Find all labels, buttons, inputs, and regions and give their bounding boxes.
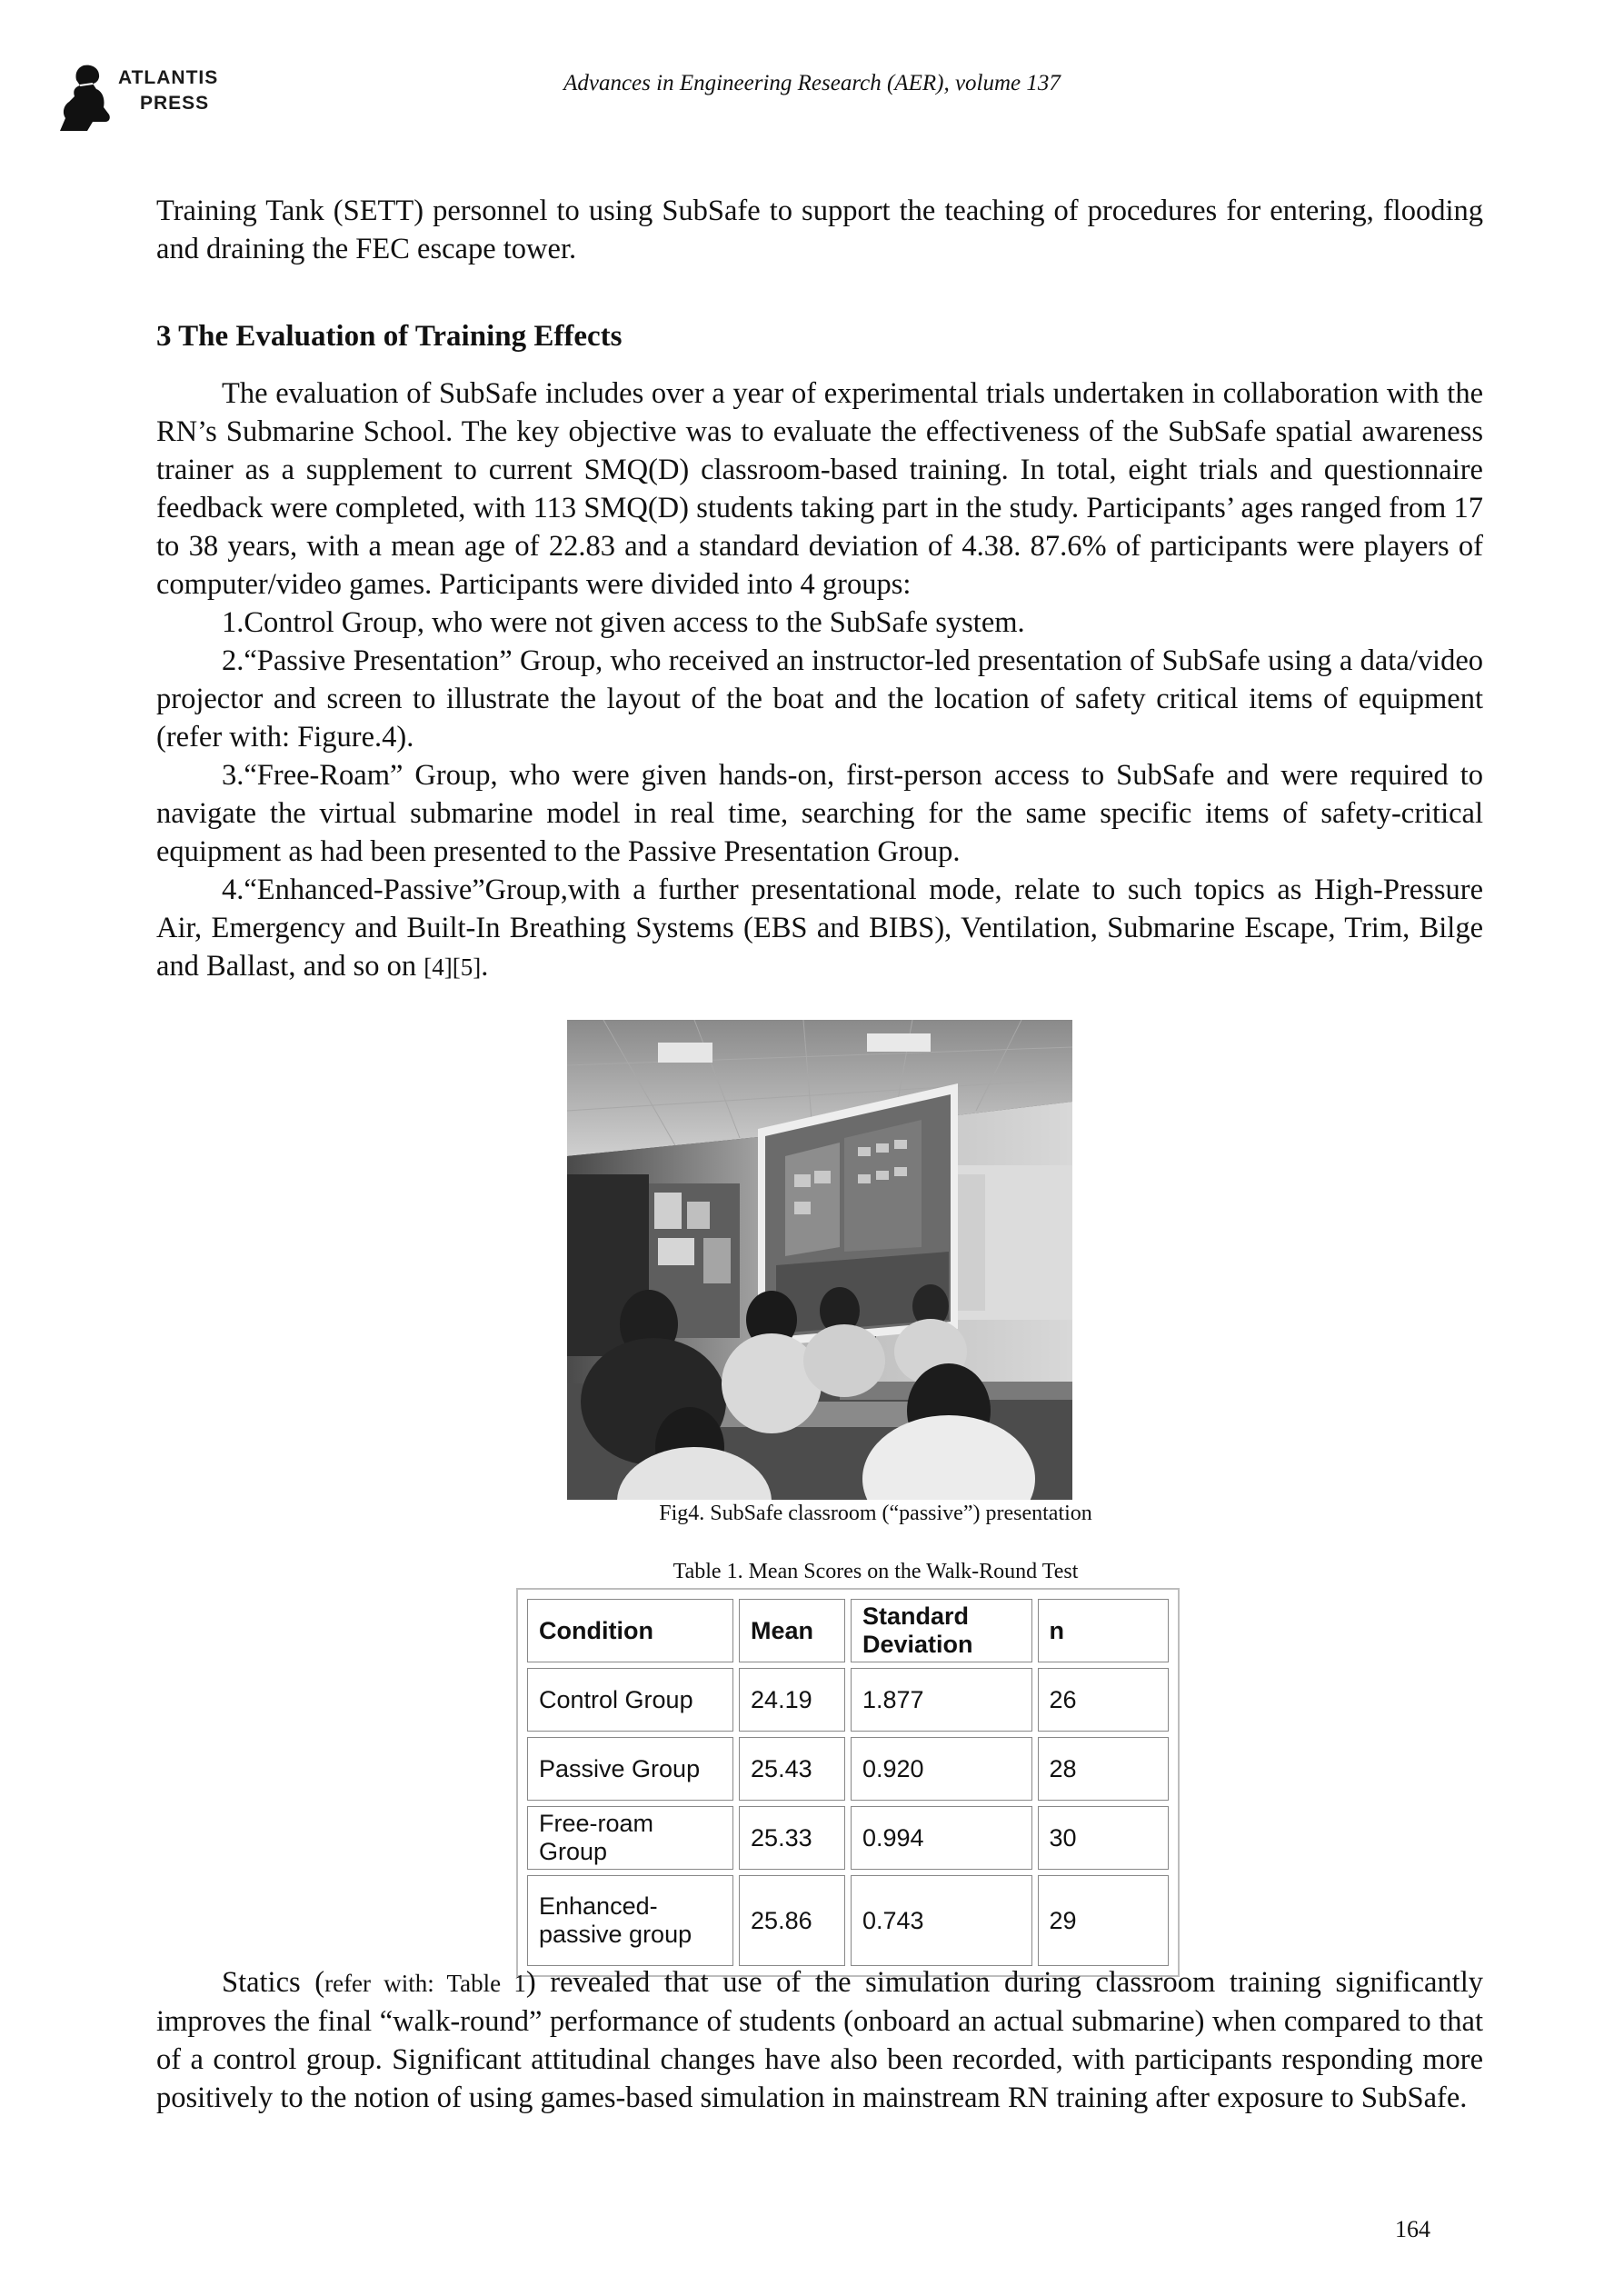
cell-std-dev: 0.743 (851, 1875, 1032, 1966)
citation-ref: [4][5] (423, 953, 482, 981)
header-condition: Condition (527, 1599, 733, 1662)
table-header-row (527, 1599, 1169, 1662)
group-item-4-text: 4.“Enhanced-Passive”Group,with a further presentational mode, relate to such topics as High-Pressure Air, Emergency and Built-In Breathing Systems (EBS and BIBS), Ventilation, Submarine Escape, Trim, Bilge and Ballast, and so on (156, 873, 1483, 983)
cell-mean: 25.33 (739, 1806, 845, 1870)
cell-n: 30 (1038, 1806, 1170, 1870)
cell-n: 26 (1038, 1668, 1170, 1732)
group-item-2: 2.“Passive Presentation” Group, who received an instructor-led presentation of SubSafe using a data/video projector and screen to illustrate the layout of the boat and the location of safety critical items of equipment (refer with: Figure.4). (156, 644, 1483, 754)
section-heading: 3 The Evaluation of Training Effects (156, 320, 623, 353)
cell-condition: Passive Group (527, 1737, 733, 1801)
table-ref: refer with: Table 1 (324, 1970, 526, 1997)
results-table (516, 1588, 1180, 1977)
closing-text (156, 1963, 1483, 2117)
logo-line2: PRESS (140, 93, 210, 114)
closing-start: Statics ( (222, 1966, 325, 1999)
figure-caption: Fig4. SubSafe classroom (“passive”) presentation (659, 1502, 1092, 1525)
intro-paragraph (156, 192, 1483, 268)
cell-mean: 24.19 (739, 1668, 845, 1732)
classroom-photo (567, 1020, 1072, 1500)
table-row (527, 1806, 1169, 1870)
group-item-1: 1.Control Group, who were not given access to the SubSafe system. (222, 606, 1025, 639)
cell-mean: 25.86 (739, 1875, 845, 1966)
intro-text: Training Tank (SETT) personnel to using SubSafe to support the teaching of procedures for entering, flooding and draining the FEC escape tower. (156, 195, 1483, 265)
table-caption: Table 1. Mean Scores on the Walk-Round Test (673, 1560, 1079, 1583)
table-row (527, 1737, 1169, 1801)
running-head: Advances in Engineering Research (AER), volume 137 (563, 71, 1061, 95)
header-mean: Mean (739, 1599, 845, 1662)
group-item-4 (156, 871, 1483, 986)
table-row (527, 1875, 1169, 1966)
cell-condition: Free-roam Group (527, 1806, 733, 1870)
header-n: n (1038, 1599, 1170, 1662)
cell-n: 29 (1038, 1875, 1170, 1966)
cell-std-dev: 1.877 (851, 1668, 1032, 1732)
logo-line1: ATLANTIS (118, 67, 219, 88)
group-item-3: 3.“Free-Roam” Group, who were given hands-on, first-person access to SubSafe and were required to navigate the virtual submarine model in real time, searching for the same specific items of safety-critical equipment as had been presented to the Passive Presentation Group. (156, 759, 1483, 868)
table-row (527, 1668, 1169, 1732)
cell-std-dev: 0.920 (851, 1737, 1032, 1801)
page-number: 164 (1395, 2216, 1430, 2242)
group-item-4-end: . (481, 950, 489, 983)
cell-std-dev: 0.994 (851, 1806, 1032, 1870)
cell-condition: Control Group (527, 1668, 733, 1732)
cell-condition: Enhanced-passive group (527, 1875, 733, 1966)
section-body (156, 374, 1483, 986)
cell-n: 28 (1038, 1737, 1170, 1801)
closing-rest: ) revealed that use of the simulation during classroom training significantly improves the final “walk-round” performance of students (onboard an actual submarine) when compared to that of a control group. Significant attitudinal changes have also been recorded, with participants responding more positively to the notion of using games-based simulation in mainstream RN training after exposure to SubSafe. (156, 1966, 1483, 2114)
header-std-dev: Standard Deviation (851, 1599, 1032, 1662)
cell-mean: 25.43 (739, 1737, 845, 1801)
closing-paragraph (156, 1963, 1483, 2117)
evaluation-paragraph: The evaluation of SubSafe includes over a year of experimental trials undertaken in collaboration with the RN’s Submarine School. The key objective was to evaluate the effectiveness of the SubSafe spatial awareness trainer as a supplement to current SMQ(D) classroom-based training. In total, eight trials and questionnaire feedback were completed, with 113 SMQ(D) students taking part in the study. Participants’ ages ranged from 17 to 38 years, with a mean age of 22.83 and a standard deviation of 4.38. 87.6% of participants were players of computer/video games. Participants were divided into 4 groups: (156, 377, 1483, 601)
